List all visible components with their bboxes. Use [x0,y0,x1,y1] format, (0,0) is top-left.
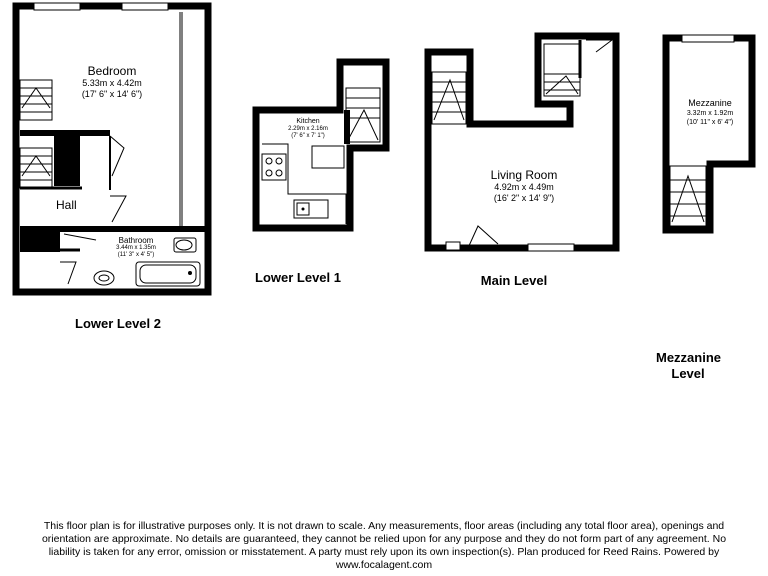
bedroom-dims-ft: (17' 6" x 14' 6") [81,89,143,99]
kitchen-dims-ft: (7' 6" x 7' 1") [291,133,325,139]
mezzanine-dims-m: 3.32m x 1.92m [686,110,734,117]
lower-level-2-label: Lower Level 2 [75,316,161,331]
kitchen-hob [262,154,286,180]
bathroom-dims-m: 3.44m x 1.35m [116,245,156,251]
main-upper-door [586,40,612,52]
living-room-window [528,244,574,251]
bathroom-door [64,234,96,240]
bathroom-dims-ft: (11' 3" x 4' 5") [117,252,155,258]
kitchen-worktop [262,144,346,224]
lower-level-1-label: Lower Level 1 [255,270,341,285]
washbasin [94,271,114,285]
mezzanine-dims-ft: (10' 11" x 6' 4") [686,119,734,126]
mezzanine-level-line1: Mezzanine [656,350,722,365]
disclaimer-line-1: This floor plan is for illustrative purposes only. It is not drawn to scale. Any measurements, floor areas (including any total floor area), openings and [43,520,725,532]
bedroom-label [64,64,160,100]
kitchen-stairs [346,88,380,142]
stairs-lower [20,148,52,188]
mezzanine-window [682,35,734,42]
kitchen-name: Kitchen [296,118,320,125]
disclaimer-link[interactable]: www.focalagent.com [335,559,433,571]
lower-level-1-plan [256,62,386,228]
mezzanine-level-label [656,350,720,382]
kitchen-label [280,118,336,140]
main-level-label: Main Level [480,273,548,288]
kitchen-dims-m: 2.29m x 2.16m [288,126,328,132]
bathroom-name: Bathroom [118,236,154,245]
mezzanine-name: Mezzanine [688,98,732,108]
main-stairs-left [432,72,466,124]
bedroom-window-left [34,3,80,10]
bedroom-dims-m: 5.33m x 4.42m [82,78,142,88]
mezzanine-stairs [670,166,706,226]
main-stairs-upper [544,44,580,96]
disclaimer-line-2: orientation are approximate. No details are guaranteed, they cannot be relied upon for any purpose and they do not form part of any agreement. No [41,533,727,545]
main-level-plan [428,36,616,251]
main-level-outer-wall [428,36,616,248]
bathroom-label [104,236,168,259]
stairs-upper [20,80,52,120]
mezzanine-plan [666,35,752,230]
disclaimer-line-3: liability is taken for any error, omission or misstatement. A party must rely upon its own inspection(s). Plan produced for Reed Rains. Powered by [48,546,720,558]
cupboard-door [110,136,124,176]
disclaimer [8,520,760,572]
bathroom-top-wall [20,226,208,232]
hall-door [110,196,126,222]
bedroom-name: Bedroom [87,64,137,78]
lower-level-1-outer-wall [256,62,386,228]
living-room-name: Living Room [490,168,558,182]
living-room-dims-ft: (16' 2" x 14' 9") [493,193,555,203]
living-room-label [468,168,580,204]
kitchen-appliance [312,146,344,168]
hall-name: Hall [56,198,77,212]
mezzanine-level-line2: Level [671,366,705,381]
hall-chimney [54,134,80,186]
bedroom-window-right [122,3,168,10]
mezzanine-label [672,98,748,127]
living-room-dims-m: 4.92m x 4.49m [494,182,554,192]
